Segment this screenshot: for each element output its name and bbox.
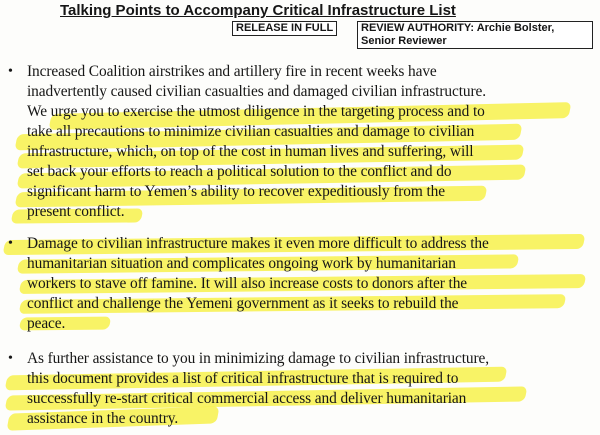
document-title: Talking Points to Accompany Critical Infrastructure List [60, 2, 456, 19]
text-line: significant harm to Yemen’s ability to recover expeditiously from the [27, 183, 445, 200]
talking-point-2 [27, 234, 593, 334]
bullet-icon: • [8, 64, 13, 79]
text-line: assistance in the country. [27, 410, 179, 427]
text-line: take all precautions to minimize civilian casualties and damage to civilian [27, 123, 475, 140]
talking-point-3 [27, 349, 593, 429]
text-line: conflict and challenge the Yemeni government as it seeks to rebuild the [27, 295, 459, 312]
text-line: infrastructure, which, on top of the cost in human lives and suffering, will [27, 143, 474, 160]
text-line: Damage to civilian infrastructure makes it even more difficult to address the [27, 235, 489, 252]
text-line: humanitarian situation and complicates ongoing work by humanitarian [27, 255, 456, 272]
text-line: We urge you to exercise the utmost diligence in the targeting process and to [27, 103, 485, 120]
text-line: successfully re-start critical commercial access and deliver humanitarian [27, 390, 467, 407]
bullet-icon: • [8, 236, 13, 251]
text-line: peace. [27, 315, 66, 332]
reviewer-title-line: Senior Reviewer [361, 35, 447, 47]
text-line: Increased Coalition airstrikes and artillery fire in recent weeks have [27, 63, 437, 80]
release-stamp: RELEASE IN FULL [232, 21, 337, 36]
review-authority-line: REVIEW AUTHORITY: Archie Bolster, [361, 22, 555, 34]
text-line: workers to stave off famine. It will also increase costs to donors after the [27, 275, 468, 292]
text-line: this document provides a list of critical infrastructure that is required to [27, 370, 459, 387]
text-line: As further assistance to you in minimizing damage to civilian infrastructure, [27, 350, 490, 367]
review-authority-stamp [357, 21, 593, 49]
text-line: inadvertently caused civilian casualties and damaged civilian infrastructure. [27, 83, 486, 100]
text-line: present conflict. [27, 203, 125, 220]
text-line: set back your efforts to reach a political solution to the conflict and do [27, 163, 452, 180]
bullet-icon: • [8, 351, 13, 366]
talking-point-1 [27, 62, 593, 222]
